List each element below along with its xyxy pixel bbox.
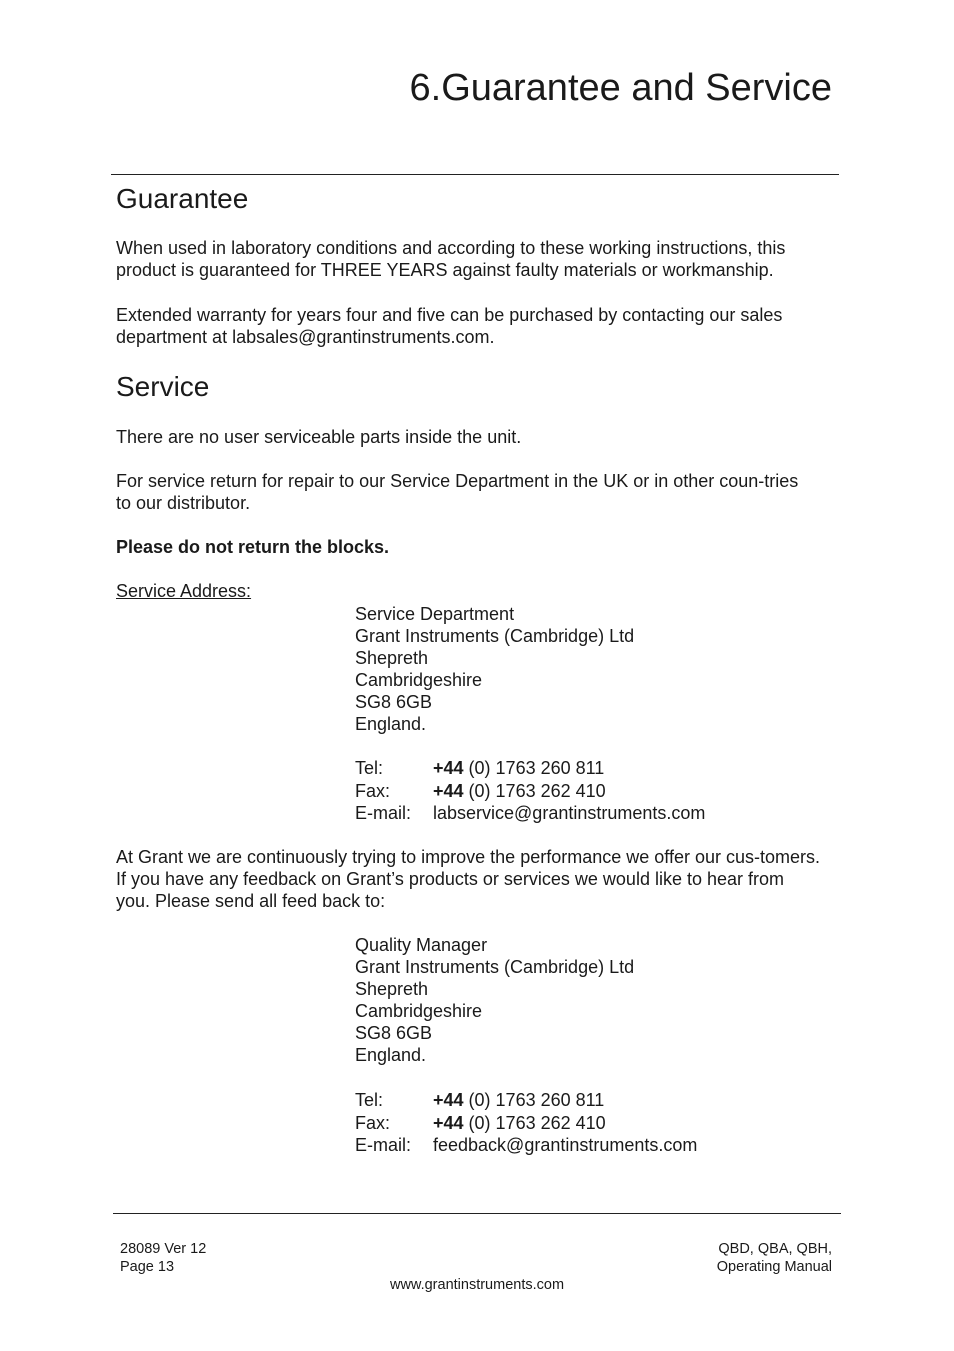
footer-website: www.grantinstruments.com [389,1277,565,1293]
feedback-contacts [355,1089,697,1157]
guarantee-paragraph-2: Extended warranty for years four and five can be purchased by contacting our sales department at labsales@grantinstruments.com. [116,305,783,347]
fax-label: Fax: [355,780,391,801]
footer-divider [113,1213,841,1214]
service-email: labservice@grantinstruments.com [433,803,706,823]
address-line: Shepreth [355,979,429,999]
tel-country-code: +44 [433,758,464,778]
address-line: Cambridgeshire [355,1001,483,1021]
address-line: Grant Instruments (Cambridge) Ltd [355,626,635,646]
fax-number: (0) 1763 262 410 [463,1112,606,1133]
service-warning: Please do not return the blocks. [116,537,390,557]
tel-country-code: +44 [433,1090,464,1110]
service-heading: Service [116,371,210,402]
address-line: England. [355,1045,427,1065]
fax-country-code: +44 [433,1112,464,1133]
fax-label: Fax: [355,1112,391,1133]
feedback-email: feedback@grantinstruments.com [433,1135,698,1155]
address-line: SG8 6GB [355,1023,433,1043]
feedback-email-row [355,1134,697,1157]
feedback-tel-row [355,1089,697,1112]
tel-label: Tel: [355,1090,384,1110]
footer-doc-number: 28089 Ver 12 [120,1241,207,1257]
top-divider [111,174,839,175]
address-line: Service Department [355,604,515,624]
service-tel-row [355,757,705,780]
feedback-paragraph: At Grant we are continuously trying to improve the performance we offer our cus-tomers. If you have any feedback on Grant’s products or services we would like to hear from you. Please send all feed back to: [116,847,820,911]
address-line: England. [355,714,427,734]
footer-models: QBD, QBA, QBH, [718,1241,832,1257]
tel-number: (0) 1763 260 811 [463,758,605,778]
fax-country-code: +44 [433,780,464,801]
tel-label: Tel: [355,758,384,778]
address-line: Shepreth [355,648,429,668]
service-address-block [355,603,634,735]
service-paragraph-2: For service return for repair to our Service Department in the UK or in other coun-tries to our distributor. [116,471,799,513]
address-line: Grant Instruments (Cambridge) Ltd [355,957,635,977]
fax-number: (0) 1763 262 410 [463,780,606,801]
page-title: 6.Guarantee and Service [409,67,832,109]
feedback-fax-row [355,1112,697,1135]
service-fax-row [355,780,705,803]
email-label: E-mail: [355,803,412,823]
tel-number: (0) 1763 260 811 [463,1090,605,1110]
footer-manual: Operating Manual [716,1259,832,1275]
address-line: Quality Manager [355,935,488,955]
email-label: E-mail: [355,1135,412,1155]
service-address-label: Service Address: [116,581,252,601]
feedback-address-block [355,934,634,1066]
address-line: Cambridgeshire [355,670,483,690]
service-paragraph-1: There are no user serviceable parts inside the unit. [116,427,522,447]
service-email-row [355,802,705,825]
guarantee-paragraph-1: When used in laboratory conditions and according to these working instructions, this product is guaranteed for THREE YEARS against faulty materials or workmanship. [116,238,786,280]
guarantee-heading: Guarantee [116,183,249,214]
footer-page-number: Page 13 [120,1259,175,1275]
address-line: SG8 6GB [355,692,433,712]
service-contacts [355,757,705,825]
